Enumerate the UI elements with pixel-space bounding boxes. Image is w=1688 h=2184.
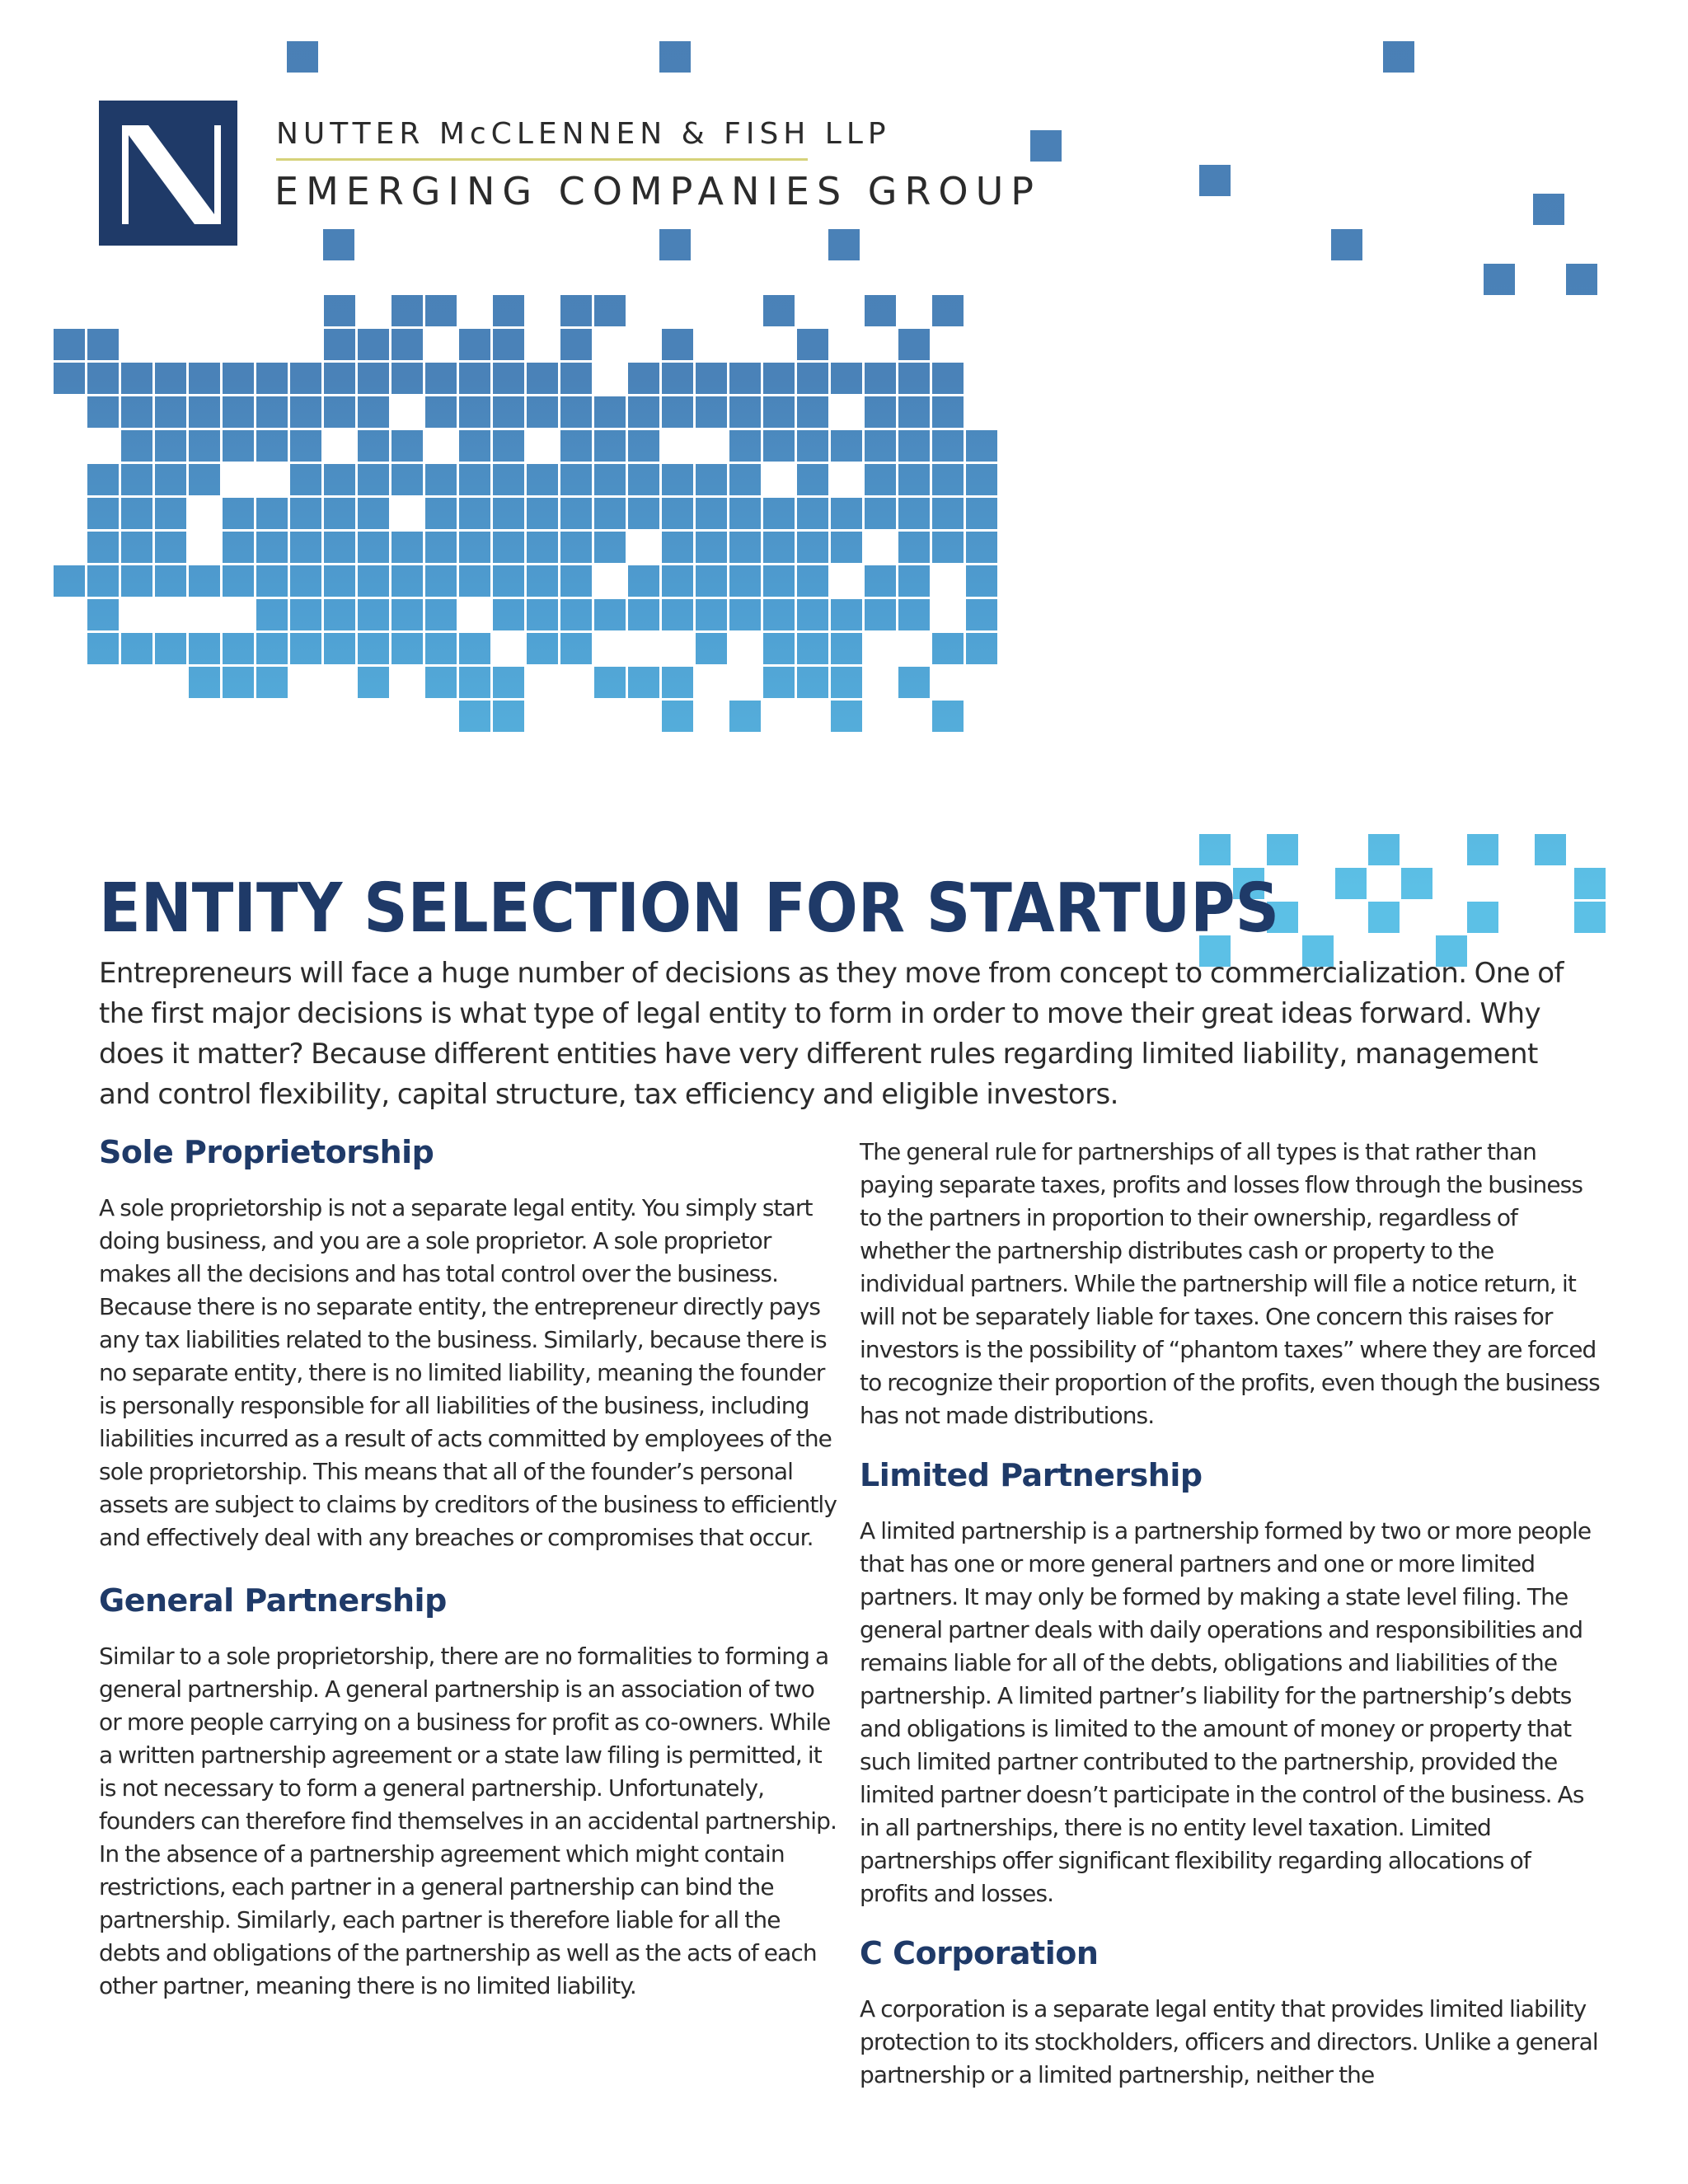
mosaic-tile: [189, 565, 220, 597]
mosaic-tile: [256, 498, 288, 529]
mosaic-tail-tile: [1368, 834, 1400, 865]
mosaic-scatter-tile: [1383, 41, 1414, 73]
mosaic-tile: [898, 430, 930, 462]
mosaic-tile: [966, 599, 997, 630]
mosaic-tile: [425, 464, 457, 495]
mosaic-tile: [425, 633, 457, 664]
mosaic-tail-tile: [1368, 902, 1400, 933]
mosaic-tile: [358, 633, 389, 664]
mosaic-tile: [797, 667, 828, 698]
mosaic-tile: [459, 498, 490, 529]
mosaic-tile: [155, 565, 186, 597]
mosaic-tile: [696, 599, 727, 630]
mosaic-tile: [662, 701, 693, 732]
mosaic-tile: [662, 498, 693, 529]
mosaic-tile: [628, 667, 659, 698]
mosaic-tile: [966, 532, 997, 563]
mosaic-tile: [459, 667, 490, 698]
mosaic-tile: [493, 464, 524, 495]
mosaic-tail-tile: [1535, 834, 1566, 865]
mosaic-tile: [392, 430, 423, 462]
mosaic-scatter-tile: [659, 41, 691, 73]
mosaic-tile: [898, 329, 930, 360]
mosaic-tile: [324, 464, 355, 495]
mosaic-tile: [425, 532, 457, 563]
mosaic-tile: [256, 667, 288, 698]
mosaic-tile: [628, 430, 659, 462]
mosaic-tile: [662, 329, 693, 360]
mosaic-tile: [729, 701, 761, 732]
mosaic-tile: [560, 633, 592, 664]
mosaic-tile: [459, 430, 490, 462]
firm-name: NUTTER McCLENNEN & FISH LLP: [276, 117, 891, 151]
mosaic-tile: [290, 430, 321, 462]
mosaic-tile: [729, 599, 761, 630]
general-partnership-text: Similar to a sole proprietorship, there are no formalities to forming a general partnership. A general partnership is an association of two or more people carrying on a business for profit as co-owners. While a written partnership agreement or a state law filing is permitted, it is not necessary to form a general partnership. Unfortunately, founders can therefore find themselves in an accidental partnership. In the absence of a partnership agreement which might contain restrictions, each partner in a general partnership can bind the partnership. Similarly, each partner is therefore liable for all the debts and obligations of the partnership as well as the acts of each other partner, meaning there is no limited liability.: [99, 1643, 837, 1999]
mosaic-tile: [121, 532, 152, 563]
mosaic-tile: [594, 532, 626, 563]
mosaic-tile: [932, 633, 964, 664]
mosaic-tile: [898, 498, 930, 529]
mosaic-tile: [662, 363, 693, 394]
mosaic-tile: [493, 701, 524, 732]
mosaic-tile: [932, 532, 964, 563]
mosaic-scatter-tile: [1566, 264, 1597, 295]
mosaic-tile: [865, 295, 896, 326]
mosaic-tile: [560, 329, 592, 360]
mosaic-tile: [121, 430, 152, 462]
mosaic-tile: [763, 532, 795, 563]
mosaic-tile: [628, 363, 659, 394]
mosaic-tile: [87, 329, 119, 360]
mosaic-tile: [121, 363, 152, 394]
mosaic-tile: [527, 633, 558, 664]
mosaic-tile: [324, 396, 355, 428]
mosaic-tile: [797, 565, 828, 597]
mosaic-tile: [290, 498, 321, 529]
mosaic-tile: [628, 498, 659, 529]
mosaic-tile: [358, 464, 389, 495]
intro-paragraph: Entrepreneurs will face a huge number of decisions as they move from concept to commercialization. One of the first major decisions is what type of legal entity to form in order to move their great ideas forward. Why does it matter? Because different entities have very different rules regarding limited liability, management and control flexibility, capital structure, tax efficiency and eligible investors.: [99, 957, 1564, 1111]
right-column: [860, 1136, 1601, 2111]
mosaic-tile: [696, 565, 727, 597]
mosaic-tile: [392, 363, 423, 394]
mosaic-scatter-tile: [323, 229, 354, 260]
mosaic-tile: [696, 498, 727, 529]
mosaic-tile: [527, 498, 558, 529]
mosaic-tile: [155, 464, 186, 495]
mosaic-tile: [560, 599, 592, 630]
mosaic-tile: [865, 396, 896, 428]
mosaic-tile: [459, 396, 490, 428]
mosaic-tile: [560, 464, 592, 495]
mosaic-tile: [256, 599, 288, 630]
mosaic-tile: [223, 396, 254, 428]
mosaic-tile: [628, 599, 659, 630]
mosaic-tile: [966, 498, 997, 529]
mosaic-tile: [865, 430, 896, 462]
mosaic-tile: [628, 464, 659, 495]
mosaic-tile: [87, 565, 119, 597]
mosaic-tile: [155, 498, 186, 529]
mosaic-tile: [459, 363, 490, 394]
mosaic-scatter-tile: [828, 229, 860, 260]
mosaic-tile: [392, 599, 423, 630]
mosaic-tile: [54, 329, 85, 360]
header-divider: [276, 158, 808, 161]
mosaic-tile: [527, 532, 558, 563]
n-monogram-icon: [99, 101, 237, 246]
mosaic-tile: [392, 329, 423, 360]
mosaic-tile: [763, 667, 795, 698]
mosaic-tile: [324, 329, 355, 360]
c-corporation-text: A corporation is a separate legal entity that provides limited liability protection to its stockholders, officers and directors. Unlike a general partnership or a limited partnership, neither the: [860, 1995, 1598, 2088]
mosaic-tile: [256, 532, 288, 563]
mosaic-tile: [425, 363, 457, 394]
mosaic-tile: [358, 599, 389, 630]
mosaic-tail-tile: [1467, 902, 1498, 933]
mosaic-tile: [324, 498, 355, 529]
mosaic-tile: [290, 565, 321, 597]
mosaic-tile: [729, 532, 761, 563]
mosaic-tile: [898, 565, 930, 597]
mosaic-tile: [290, 464, 321, 495]
mosaic-tile: [527, 599, 558, 630]
mosaic-tile: [763, 430, 795, 462]
mosaic-tile: [560, 565, 592, 597]
mosaic-tile: [392, 633, 423, 664]
mosaic-tail-tile: [1335, 868, 1367, 899]
mosaic-tail-tile: [1401, 868, 1432, 899]
mosaic-tile: [189, 667, 220, 698]
mosaic-tile: [932, 498, 964, 529]
mosaic-tile: [358, 565, 389, 597]
mosaic-tile: [662, 667, 693, 698]
mosaic-tile: [594, 396, 626, 428]
mosaic-tile: [358, 430, 389, 462]
mosaic-tile: [797, 498, 828, 529]
mosaic-tile: [155, 633, 186, 664]
mosaic-tile: [797, 599, 828, 630]
mosaic-tile: [797, 329, 828, 360]
mosaic-tile: [527, 565, 558, 597]
mosaic-tile: [594, 295, 626, 326]
mosaic-tile: [121, 565, 152, 597]
mosaic-tile: [459, 565, 490, 597]
mosaic-tile: [223, 667, 254, 698]
mosaic-tile: [932, 701, 964, 732]
mosaic-tile: [527, 464, 558, 495]
mosaic-tile: [797, 633, 828, 664]
mosaic-tile: [155, 396, 186, 428]
mosaic-tile: [290, 396, 321, 428]
mosaic-tile: [324, 532, 355, 563]
mosaic-tile: [87, 363, 119, 394]
mosaic-tile: [493, 599, 524, 630]
mosaic-tile: [662, 464, 693, 495]
mosaic-tile: [560, 363, 592, 394]
mosaic-tile: [966, 464, 997, 495]
heading-general-partnership: General Partnership: [99, 1582, 447, 1619]
heading-limited-partnership: Limited Partnership: [860, 1457, 1203, 1493]
mosaic-tile: [425, 565, 457, 597]
mosaic-tile: [256, 363, 288, 394]
mosaic-tile: [763, 498, 795, 529]
mosaic-tile: [898, 464, 930, 495]
mosaic-tile: [797, 464, 828, 495]
mosaic-tile: [358, 532, 389, 563]
mosaic-tile: [324, 295, 355, 326]
mosaic-tile: [763, 396, 795, 428]
mosaic-tile: [763, 295, 795, 326]
mosaic-tile: [729, 498, 761, 529]
mosaic-tile: [256, 633, 288, 664]
mosaic-tile: [729, 464, 761, 495]
mosaic-tile: [560, 532, 592, 563]
mosaic-tile: [797, 430, 828, 462]
mosaic-tail-tile: [1199, 834, 1231, 865]
mosaic-tile: [594, 667, 626, 698]
heading-sole-proprietorship: Sole Proprietorship: [99, 1134, 434, 1170]
mosaic-scatter-tile: [1030, 130, 1062, 162]
mosaic-tile: [729, 396, 761, 428]
mosaic-tile: [831, 633, 862, 664]
mosaic-tile: [729, 363, 761, 394]
mosaic-tile: [87, 464, 119, 495]
mosaic-tile: [121, 464, 152, 495]
mosaic-tile: [493, 396, 524, 428]
mosaic-tile: [256, 565, 288, 597]
mosaic-tile: [898, 532, 930, 563]
mosaic-tile: [87, 396, 119, 428]
mosaic-tile: [223, 633, 254, 664]
mosaic-tile: [121, 396, 152, 428]
mosaic-tile: [459, 532, 490, 563]
mosaic-tile: [932, 396, 964, 428]
mosaic-tile: [392, 295, 423, 326]
mosaic-tile: [932, 430, 964, 462]
mosaic-tile: [459, 701, 490, 732]
mosaic-tile: [155, 430, 186, 462]
mosaic-tile: [459, 464, 490, 495]
mosaic-tile: [155, 532, 186, 563]
mosaic-tile: [696, 363, 727, 394]
mosaic-tile: [797, 363, 828, 394]
mosaic-tile: [831, 667, 862, 698]
mosaic-scatter-tile: [1331, 229, 1362, 260]
mosaic-tile: [493, 363, 524, 394]
mosaic-scatter-tile: [1199, 165, 1231, 196]
mosaic-scatter-tile: [659, 229, 691, 260]
mosaic-tile: [594, 599, 626, 630]
mosaic-tile: [155, 363, 186, 394]
mosaic-tile: [560, 498, 592, 529]
mosaic-tile: [560, 430, 592, 462]
mosaic-tile: [54, 565, 85, 597]
mosaic-tile: [189, 430, 220, 462]
mosaic-tile: [358, 667, 389, 698]
mosaic-tile: [865, 464, 896, 495]
limited-partnership-text: A limited partnership is a partnership formed by two or more people that has one or more general partners and one or more limited partners. It may only be formed by making a state level filing. The general partner deals with daily operations and responsibilities and remains liable for all of the debts, obligations and liabilities of the partnership. A limited partner’s liability for the partnership’s debts and obligations is limited to the amount of money or property that such limited partner contributed to the partnership, provided the limited partner doesn’t participate in the control of the business. As in all partnerships, there is no entity level taxation. Limited partnerships offer significant flexibility regarding allocations of profits and losses.: [860, 1517, 1592, 1907]
group-name: EMERGING COMPANIES GROUP: [274, 169, 1042, 213]
mosaic-tile: [358, 498, 389, 529]
mosaic-tile: [763, 363, 795, 394]
mosaic-tile: [763, 633, 795, 664]
mosaic-tile: [256, 430, 288, 462]
mosaic-tile: [358, 396, 389, 428]
mosaic-tile: [324, 599, 355, 630]
mosaic-tile: [493, 430, 524, 462]
mosaic-tile: [898, 363, 930, 394]
mosaic-tile: [290, 633, 321, 664]
mosaic-tile: [493, 295, 524, 326]
mosaic-tile: [662, 599, 693, 630]
mosaic-tile: [358, 329, 389, 360]
mosaic-tile: [966, 565, 997, 597]
mosaic-tile: [189, 633, 220, 664]
mosaic-tile: [87, 633, 119, 664]
mosaic-tile: [223, 532, 254, 563]
mosaic-tail-tile: [1574, 868, 1606, 899]
mosaic-tile: [256, 396, 288, 428]
mosaic-tile: [493, 565, 524, 597]
mosaic-scatter-tile: [1533, 194, 1564, 225]
mosaic-tile: [932, 363, 964, 394]
mosaic-tile: [763, 599, 795, 630]
mosaic-tile: [87, 599, 119, 630]
mosaic-tile: [831, 430, 862, 462]
mosaic-tile: [87, 532, 119, 563]
mosaic-tile: [425, 599, 457, 630]
mosaic-tile: [425, 667, 457, 698]
mosaic-tile: [425, 396, 457, 428]
mosaic-tile: [932, 464, 964, 495]
mosaic-tile: [493, 532, 524, 563]
mosaic-tile: [527, 363, 558, 394]
mosaic-tile: [527, 396, 558, 428]
mosaic-tile: [223, 363, 254, 394]
mosaic-tile: [898, 667, 930, 698]
mosaic-tile: [358, 363, 389, 394]
mosaic-tile: [831, 599, 862, 630]
mosaic-tile: [628, 565, 659, 597]
mosaic-tile: [865, 363, 896, 394]
mosaic-tile: [865, 565, 896, 597]
mosaic-tile: [831, 532, 862, 563]
mosaic-tile: [831, 363, 862, 394]
mosaic-tile: [493, 667, 524, 698]
mosaic-tile: [560, 295, 592, 326]
mosaic-tile: [729, 565, 761, 597]
mosaic-tail-tile: [1574, 902, 1606, 933]
mosaic-tile: [594, 498, 626, 529]
mosaic-tile: [459, 633, 490, 664]
mosaic-tile: [628, 396, 659, 428]
mosaic-tile: [121, 498, 152, 529]
mosaic-tile: [189, 363, 220, 394]
mosaic-tile: [696, 633, 727, 664]
mosaic-tile: [392, 532, 423, 563]
mosaic-tile: [865, 498, 896, 529]
page-title: ENTITY SELECTION FOR STARTUPS: [99, 869, 1280, 948]
mosaic-tile: [459, 329, 490, 360]
mosaic-tile: [594, 464, 626, 495]
mosaic-tile: [966, 633, 997, 664]
mosaic-tile: [898, 396, 930, 428]
mosaic-scatter-tile: [1484, 264, 1515, 295]
mosaic-tile: [831, 498, 862, 529]
mosaic-tile: [662, 396, 693, 428]
mosaic-tile: [493, 329, 524, 360]
mosaic-tile: [189, 396, 220, 428]
mosaic-tile: [54, 363, 85, 394]
mosaic-scatter-tile: [287, 41, 318, 73]
sole-proprietorship-text: A sole proprietorship is not a separate legal entity. You simply start doing business, and you are a sole proprietor. A sole proprietor makes all the decisions and has total control over the business. Because there is no separate entity, the entrepreneur directly pays any tax liabilities related to the business. Similarly, because there is no separate entity, there is no limited liability, meaning the founder is personally responsible for all liabilities of the business, including liabilities incurred as a result of acts committed by employees of the sole proprietorship. This means that all of the founder’s personal assets are subject to claims by creditors of the business to efficiently and effectively deal with any breaches or compromises that occur.: [99, 1194, 837, 1551]
mosaic-tile: [696, 532, 727, 563]
mosaic-tile: [223, 430, 254, 462]
mosaic-tile: [797, 532, 828, 563]
mosaic-tile: [696, 396, 727, 428]
mosaic-tile: [831, 701, 862, 732]
mosaic-tile: [662, 532, 693, 563]
mosaic-tile: [865, 599, 896, 630]
heading-c-corporation: C Corporation: [860, 1935, 1099, 1971]
mosaic-tile: [898, 599, 930, 630]
mosaic-tile: [324, 363, 355, 394]
mosaic-tile: [324, 565, 355, 597]
mosaic-tile: [594, 430, 626, 462]
mosaic-tile: [966, 430, 997, 462]
mosaic-tile: [392, 464, 423, 495]
mosaic-tail-tile: [1267, 834, 1298, 865]
mosaic-tile: [223, 565, 254, 597]
mosaic-tile: [425, 295, 457, 326]
mosaic-tile: [324, 633, 355, 664]
mosaic-tile: [189, 464, 220, 495]
mosaic-tile: [425, 498, 457, 529]
mosaic-tile: [729, 430, 761, 462]
mosaic-tail-tile: [1467, 834, 1498, 865]
mosaic-tile: [121, 633, 152, 664]
left-column: [99, 1129, 841, 2026]
mosaic-tile: [696, 464, 727, 495]
mosaic-tile: [493, 498, 524, 529]
mosaic-tile: [290, 363, 321, 394]
partnership-tax-text: The general rule for partnerships of all types is that rather than paying separate taxes, profits and losses flow through the business to the partners in proportion to their ownership, regardless of whether the partnership distributes cash or property to the individual partners. While the partnership will file a notice return, it will not be separately liable for taxes. One concern this raises for investors is the possibility of “phantom taxes” where they are forced to recognize their proportion of the profits, even though the business has not made distributions.: [860, 1138, 1600, 1429]
mosaic-tile: [87, 498, 119, 529]
mosaic-tile: [392, 565, 423, 597]
mosaic-tile: [290, 532, 321, 563]
mosaic-tile: [763, 565, 795, 597]
mosaic-tile: [560, 396, 592, 428]
mosaic-tile: [932, 295, 964, 326]
mosaic-tile: [290, 599, 321, 630]
mosaic-tile: [662, 565, 693, 597]
mosaic-tile: [223, 498, 254, 529]
mosaic-tile: [797, 396, 828, 428]
